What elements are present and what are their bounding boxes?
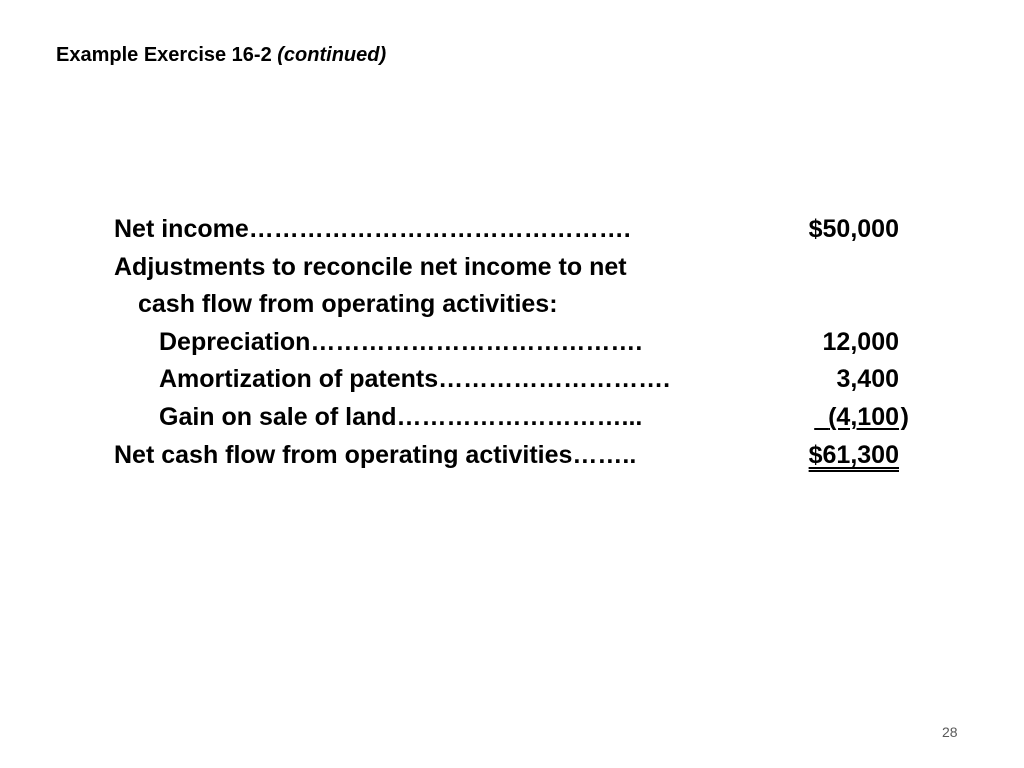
gain-on-sale-row [114, 399, 934, 437]
net-cash-flow-row [114, 437, 934, 475]
net-cash-flow-label: Net cash flow from operating activities…….. [114, 440, 637, 469]
page-number: 28 [942, 724, 958, 740]
net-income-label: Net income………………………………………. [114, 215, 631, 243]
slide-title-continued: (continued) [277, 44, 387, 66]
slide-title [56, 44, 386, 67]
amortization-amount: 3,400 [836, 365, 899, 394]
net-cash-flow-amount-wrapper [809, 437, 899, 475]
cash-flow-statement [114, 211, 934, 474]
net-income-row [114, 211, 934, 249]
amortization-row [114, 361, 934, 399]
slide-title-main: Example Exercise 16-2 [56, 44, 278, 66]
gain-on-sale-amount-wrapper [814, 399, 909, 437]
gain-on-sale-amount: (4,100 [828, 402, 899, 431]
adjustments-subheading-row [114, 286, 934, 324]
depreciation-label: Depreciation…………………………………. [159, 327, 643, 356]
gain-on-sale-label: Gain on sale of land………………………... [159, 402, 643, 431]
adjustments-heading: Adjustments to reconcile net income to net [114, 252, 627, 281]
net-cash-flow-amount: $61,300 [808, 440, 899, 469]
adjustments-heading-row [114, 249, 934, 287]
depreciation-amount: 12,000 [822, 327, 899, 356]
gain-on-sale-close-paren: ) [900, 402, 909, 431]
net-income-amount: $50,000 [808, 215, 899, 243]
amortization-label: Amortization of patents………………………. [159, 365, 671, 394]
depreciation-row [114, 324, 934, 362]
adjustments-subheading: cash flow from operating activities: [138, 290, 558, 319]
